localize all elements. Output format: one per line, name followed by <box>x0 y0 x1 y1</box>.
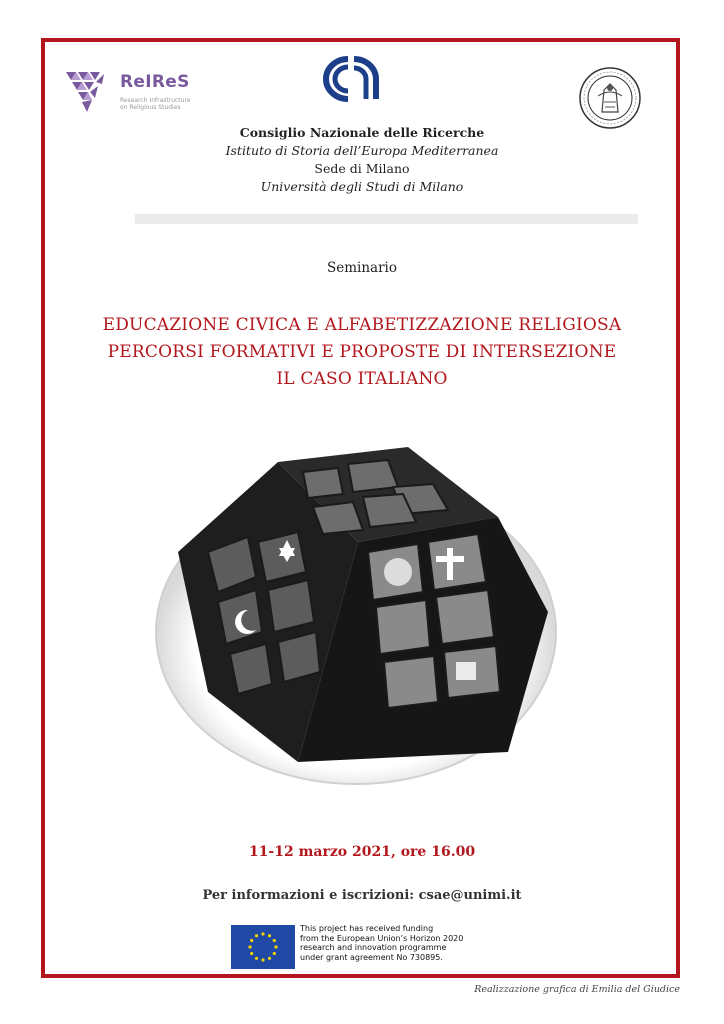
eu-funding-line: This project has received funding <box>300 924 434 933</box>
institution-name: Consiglio Nazionale delle Ricerche <box>239 125 485 140</box>
reires-logo <box>64 70 214 120</box>
eu-flag-icon <box>231 925 295 969</box>
reires-logo-icon <box>64 70 114 114</box>
event-date: 11-12 marzo 2021, ore 16.00 <box>248 844 476 860</box>
reires-subtitle <box>120 97 220 111</box>
contact-info: Per informazioni e iscrizioni: csae@unimi.it <box>202 888 522 903</box>
university-name: Università degli Studi di Milano <box>260 179 464 194</box>
reires-subtitle-line: Research Infrastructure <box>120 97 191 104</box>
title-line: IL CASO ITALIANO <box>276 369 448 389</box>
eu-funding-line: under grant agreement No 730895. <box>300 952 443 962</box>
eu-funding-note <box>300 924 530 962</box>
event-type: Seminario <box>327 260 397 276</box>
cnr-logo-icon <box>318 55 384 103</box>
institute-seat: Sede di Milano <box>314 161 410 176</box>
institution-block <box>150 124 574 196</box>
eu-funding-line: from the European Union’s Horizon 2020 <box>300 933 464 943</box>
title-line: EDUCAZIONE CIVICA E ALFABETIZZAZIONE RELIGIOSA <box>102 315 622 335</box>
eu-funding-line: research and innovation programme <box>300 943 447 952</box>
university-seal <box>578 66 642 130</box>
institute-name: Istituto di Storia dell’Europa Mediterranea <box>225 143 499 158</box>
religions-cube-image <box>148 432 568 787</box>
cnr-logo <box>318 55 384 103</box>
university-seal-icon <box>578 66 642 130</box>
reires-name: ReIReS <box>120 72 190 92</box>
divider <box>135 214 638 224</box>
seminar-title <box>40 312 684 393</box>
design-credit: Realizzazione grafica di Emilia del Giudice <box>474 984 680 995</box>
title-line: PERCORSI FORMATIVI E PROPOSTE DI INTERSEZIONE <box>107 342 617 362</box>
reires-subtitle-line: on Religious Studies <box>120 104 181 111</box>
